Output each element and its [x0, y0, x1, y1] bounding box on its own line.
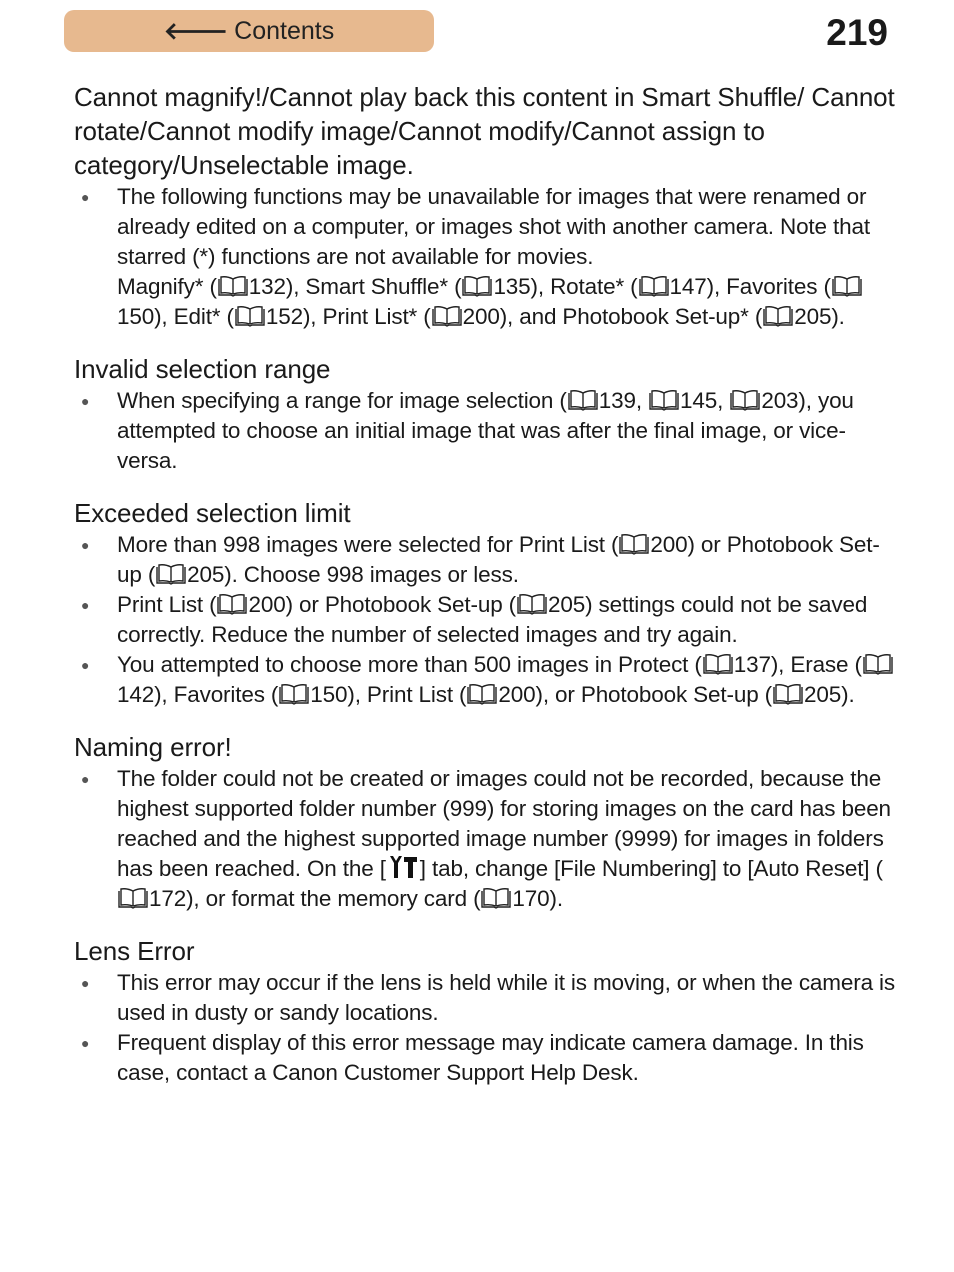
bullet-list: [74, 764, 899, 914]
tools-tab-icon: [386, 854, 420, 880]
page-reference[interactable]: [772, 682, 841, 707]
book-icon: [762, 305, 794, 327]
bullet-list: [74, 530, 899, 710]
bullet-list: [74, 386, 899, 476]
book-icon: [772, 683, 804, 705]
page-reference[interactable]: [567, 388, 636, 413]
list-item: ● Frequent display of this error message may indicate camera damage. In this case, contact a Canon Customer Support Help Desk.: [74, 1028, 899, 1088]
book-icon: [234, 305, 266, 327]
page-reference-number: 142: [117, 682, 155, 707]
page-reference-number: 145: [680, 388, 718, 413]
bullet-list: [74, 968, 899, 1088]
message-section: [74, 80, 899, 332]
list-item: ● More than 998 images were selected for Print List ( 200) or Photobook Set-up ( 205). Choose 998 images or less.: [74, 530, 899, 590]
list-item: ● You attempted to choose more than 500 images in Protect ( 137), Erase (142), Favorites ( 150), Print List ( 200), or Photobook Set-up ( 205).: [74, 650, 899, 710]
book-icon: [216, 593, 248, 615]
contents-button[interactable]: [64, 10, 434, 52]
message-heading: Cannot magnify!/Cannot play back this content in Smart Shuffle/ Cannot rotate/Cannot modify image/Cannot modify/Cannot assign to category/Unselectable image.: [74, 82, 895, 180]
bullet-list: [74, 182, 899, 332]
message-heading: Naming error!: [74, 732, 232, 762]
page-reference[interactable]: [234, 304, 303, 329]
book-icon: [638, 275, 670, 297]
list-item: ● When specifying a range for image selection ( 139, 145, 203), you attempted to choose an initial image that was after the final image, or vice-versa.: [74, 386, 899, 476]
book-icon: [516, 593, 548, 615]
page-reference-number: 147: [669, 274, 707, 299]
book-icon: [155, 563, 187, 585]
book-icon: [729, 389, 761, 411]
book-icon: [648, 389, 680, 411]
page-reference[interactable]: [461, 274, 530, 299]
page-reference-number: 205: [548, 592, 586, 617]
message-heading: Invalid selection range: [74, 354, 331, 384]
page-reference-number: 200: [498, 682, 536, 707]
message-section: [74, 730, 899, 914]
page-reference[interactable]: [729, 388, 798, 413]
page-reference-number: 200: [248, 592, 286, 617]
page-reference-number: 205: [804, 682, 842, 707]
message-section: [74, 352, 899, 476]
contents-label: Contents: [234, 16, 335, 45]
page-reference-number: 150: [310, 682, 348, 707]
list-item: ● Print List ( 200) or Photobook Set-up ( 205) settings could not be saved correctly. Reduce the number of selected images and try again.: [74, 590, 899, 650]
page-reference[interactable]: [702, 652, 771, 677]
book-icon: [278, 683, 310, 705]
page-number: 219: [826, 12, 888, 53]
book-icon: [862, 653, 894, 675]
page-reference[interactable]: [217, 274, 286, 299]
page-reference-number: 205: [187, 562, 225, 587]
book-icon: [431, 305, 463, 327]
page-reference[interactable]: [216, 592, 285, 617]
message-section: [74, 496, 899, 710]
page-reference-number: 137: [733, 652, 771, 677]
page-reference-number: 205: [794, 304, 832, 329]
book-icon: [217, 275, 249, 297]
message-section: [74, 934, 899, 1088]
page-reference-number: 170: [512, 886, 550, 911]
page-reference[interactable]: [431, 304, 500, 329]
page-reference[interactable]: [278, 682, 347, 707]
page-reference[interactable]: [618, 532, 687, 557]
page-reference[interactable]: [466, 682, 535, 707]
page-reference-number: 200: [462, 304, 500, 329]
page-reference[interactable]: [117, 886, 186, 911]
list-item: ● The folder could not be created or images could not be recorded, because the highest supported folder number (999) for storing images on the card has been reached and the highest supported image number (9999) for images in folders has been reached. On the [ ] tab, change [File Numbering] to [Auto Reset] (172), or format the memory card ( 170).: [74, 764, 899, 914]
page-reference-number: 152: [265, 304, 303, 329]
page-content: [74, 80, 899, 1088]
page-reference[interactable]: [638, 274, 707, 299]
message-heading: Exceeded selection limit: [74, 498, 351, 528]
page-reference-number: 139: [598, 388, 636, 413]
message-heading: Lens Error: [74, 936, 195, 966]
page-reference[interactable]: [480, 886, 549, 911]
book-icon: [480, 887, 512, 909]
page-reference[interactable]: [516, 592, 585, 617]
page-reference-number: 203: [761, 388, 799, 413]
book-icon: [618, 533, 650, 555]
book-icon: [466, 683, 498, 705]
arrow-left-icon: 🡐: [163, 18, 229, 45]
book-icon: [117, 887, 149, 909]
book-icon: [461, 275, 493, 297]
list-item: ● The following functions may be unavailable for images that were renamed or already edited on a computer, or images shot with another camera. Note that starred (*) functions are not available for movies. Magnify* ( 132), Smart Shuffle* ( 135), Rotate* ( 147), Favorites (150), Edit* ( 152), Print List* ( 200), and Photobook Set-up* ( 205).: [74, 182, 899, 332]
page-reference-number: 172: [149, 886, 187, 911]
book-icon: [702, 653, 734, 675]
page-reference-number: 150: [117, 304, 155, 329]
list-item: ● This error may occur if the lens is held while it is moving, or when the camera is used in dusty or sandy locations.: [74, 968, 899, 1028]
page-reference-number: 135: [493, 274, 531, 299]
page-reference[interactable]: [648, 388, 717, 413]
book-icon: [567, 389, 599, 411]
page-reference-number: 132: [248, 274, 286, 299]
page-reference-number: 200: [650, 532, 688, 557]
page-reference[interactable]: [155, 562, 224, 587]
book-icon: [831, 275, 863, 297]
page-reference[interactable]: [762, 304, 831, 329]
